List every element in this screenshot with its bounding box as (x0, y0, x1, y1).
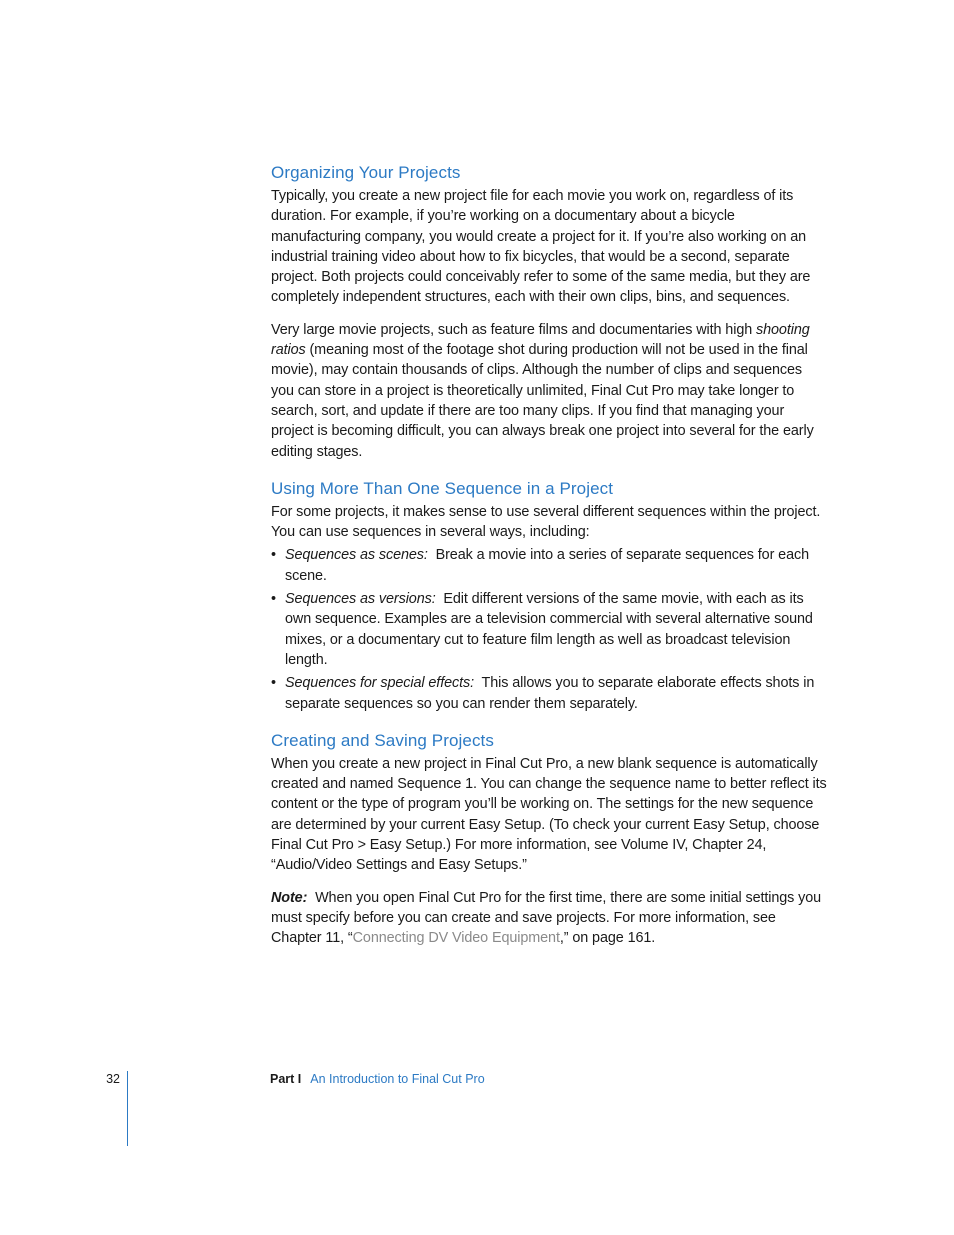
page-number: 32 (106, 1072, 120, 1086)
bullet-term: Sequences as scenes: (285, 547, 428, 564)
text-run: When you open Final Cut Pro for the first time, there are some initial settings you must specify before you can create and save projects. For more information, see Chapter 11, “ (271, 889, 822, 947)
bullet-text: This allows you to separate elaborate effects shots in separate sequences so you can render them separately. (285, 675, 815, 712)
bullet-text: Edit different versions of the same movie, with each as its own sequence. Examples are a television commercial with several alternative sound mixes, or a documentary cut to feature film length as well as broadcast television length. (285, 591, 813, 668)
bullet-term: Sequences as versions: (285, 591, 436, 608)
cross-reference-link[interactable]: Connecting DV Video Equipment (352, 930, 560, 947)
paragraph (271, 320, 827, 462)
bullet-list (271, 545, 827, 713)
text-run: (meaning most of the footage shot during production will not be used in the final movie), may contain thousands of clips. Although the number of clips and sequences you can store in a project is theoretically unlimited, Final Cut Pro may take longer to search, sort, and update if there are too many clips. If you find that managing your project is becoming difficult, you can always break one project into several for the early editing stages. (271, 342, 814, 460)
page-content (271, 162, 827, 949)
list-item (271, 589, 827, 670)
list-item (271, 673, 827, 714)
emphasis-term: shooting ratios (271, 321, 810, 359)
part-title: An Introduction to Final Cut Pro (310, 1072, 485, 1086)
bullet-icon: • (271, 547, 276, 564)
list-item (271, 545, 827, 586)
note-label: Note: (271, 889, 308, 906)
paragraph: Typically, you create a new project file for each movie you work on, regardless of its duration. For example, if you’re working on a documentary about a bicycle manufacturing company, you would create a project for it. If you’re also working on an industrial training video about how to fix bicycles, that would be a second, separate project. Both projects could conceivably refer to some of the same media, but they are completely independent structures, each with their own clips, bins, and sequences. (271, 188, 811, 306)
heading-multiple-sequences: Using More Than One Sequence in a Project (271, 478, 614, 498)
bullet-icon: • (271, 675, 276, 692)
paragraph: For some projects, it makes sense to use several different sequences within the project. You can use sequences in several ways, including: (271, 503, 821, 541)
bullet-icon: • (271, 591, 276, 608)
text-run: ,” on page 161. (559, 930, 656, 947)
part-label: Part I (270, 1072, 302, 1086)
paragraph: When you create a new project in Final Cut Pro, a new blank sequence is automatically created and named Sequence 1. You can change the sequence name to better reflect its content or the type of program you’ll be working on. The settings for the new sequence are determined by your current Easy Setup. (To check your current Easy Setup, choose Final Cut Pro > Easy Setup.) For more information, see Volume IV, Chapter 24, “Audio/Video Settings and Easy Setups.” (271, 755, 827, 874)
footer-part (270, 1072, 485, 1086)
heading-organizing-projects: Organizing Your Projects (271, 163, 461, 182)
bullet-text: Break a movie into a series of separate sequences for each scene. (285, 547, 809, 584)
text-run: Very large movie projects, such as feature films and documentaries with high (271, 321, 757, 338)
note-paragraph (271, 888, 827, 949)
footer-divider (127, 1071, 128, 1146)
bullet-term: Sequences for special effects: (285, 675, 474, 692)
heading-creating-saving-projects: Creating and Saving Projects (271, 730, 494, 750)
